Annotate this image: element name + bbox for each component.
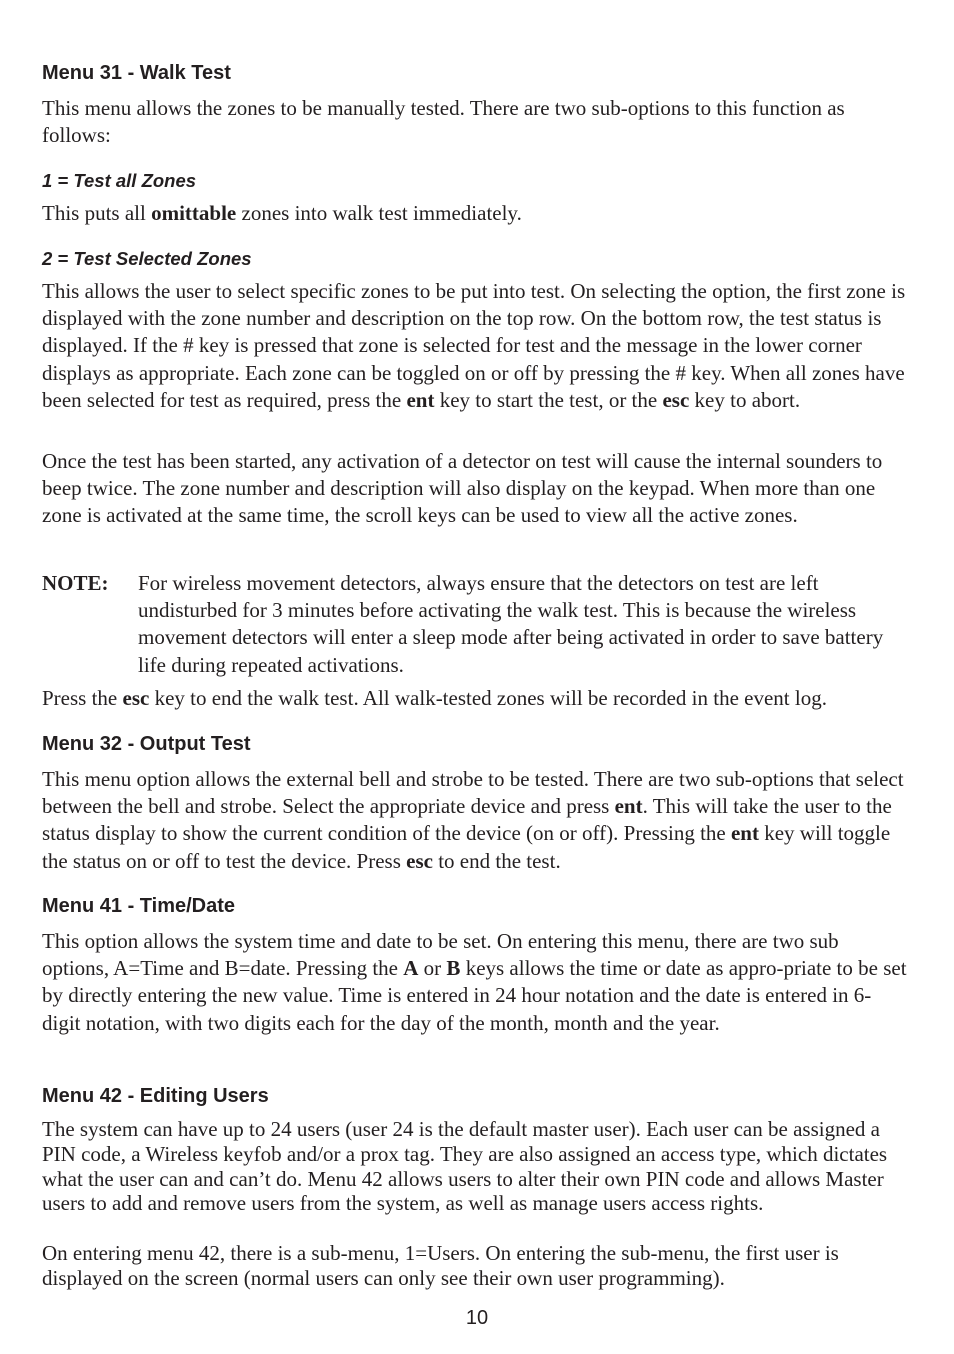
omittable-term: omittable — [151, 201, 237, 225]
esc-key-term: esc — [122, 686, 150, 710]
menu31-option1-heading: 1 = Test all Zones — [42, 170, 197, 191]
menu31-option2-text: This allows the user to select specific zones to be put into test. On selecting the option, the first zone is displayed with the zone number and description on the top row. On the bottom row, the test status is displayed. If the # key is pressed that zone is selected for test and the message in the lower corner displays as appropriate. Each zone can be toggled on or off by pressing the # key. When all zones have been selected for test as required, press the ent key to start the test, or the esc key to abort. — [42, 279, 906, 412]
menu42-paragraph-2: On entering menu 42, there is a sub-menu, 1=Users. On entering the sub-menu, the first user is displayed on the screen (normal users can only see their own user programming). — [42, 1241, 839, 1290]
note-label: NOTE: — [42, 571, 109, 595]
menu31-activation-paragraph: Once the test has been started, any activation of a detector on test will cause the internal sounders to beep twice. The zone number and description will also display on the keypad. When more than one zone is activated at the same time, the scroll keys can be used to view all the active zones. — [42, 449, 883, 528]
ent-key-term: ent — [406, 387, 435, 412]
menu41-text: This option allows the system time and date to be set. On entering this menu, there are two sub options, A=Time and B=date. Pressing the A or B keys allows the time or date as appro-priate to be set by directly entering the new value. Time is entered in 24 hour notation and the date is entered in 6-digit notation, with two digits each for the day of the month, month and the year. — [42, 929, 907, 1035]
note-text: For wireless movement detectors, always ensure that the detectors on test are left undisturbed for 3 minutes before activating the walk test. This is because the wireless movement detectors will enter a sleep mode after being activated in order to save battery life during repeated activations. — [138, 571, 884, 677]
esc-key-term: esc — [662, 387, 690, 412]
menu31-end-text: Press the esc key to end the walk test. All walk-tested zones will be recorded in the event log. — [42, 686, 827, 710]
ent-key-term: ent — [614, 794, 643, 819]
menu42-heading: Menu 42 - Editing Users — [42, 1085, 269, 1107]
page-number: 10 — [465, 1307, 489, 1329]
menu32-heading: Menu 32 - Output Test — [42, 733, 251, 755]
menu31-heading: Menu 31 - Walk Test — [42, 62, 231, 84]
menu41-heading: Menu 41 - Time/Date — [42, 895, 236, 917]
key-a-term: A — [403, 956, 419, 981]
ent-key-term: ent — [730, 821, 759, 846]
menu31-option2-heading: 2 = Test Selected Zones — [42, 248, 252, 269]
menu32-text: This menu option allows the external bell and strobe to be tested. There are two sub-options that select between the bell and strobe. Select the appropriate device and press ent. This will take the user to the status display to show the current condition of the device (on or off). Pressing the ent key will toggle the status on or off to test the device. Press esc to end the test. — [42, 767, 904, 873]
menu31-intro: This menu allows the zones to be manually tested. There are two sub-options to this function as follows: — [42, 96, 845, 148]
menu31-option1-text: This puts all omittable zones into walk test immediately. — [42, 201, 522, 225]
esc-key-term: esc — [406, 848, 433, 873]
menu42-paragraph-1: The system can have up to 24 users (user 24 is the default master user). Each user can be assigned a PIN code, a Wireless keyfob and/or a prox tag. They are also assigned an access type, which dictates what the user can and can’t do. Menu 42 allows users to alter their own PIN code and allows Master users to add and remove users from the system, as well as manage users access rights. — [42, 1117, 888, 1216]
key-b-term: B — [446, 956, 461, 981]
